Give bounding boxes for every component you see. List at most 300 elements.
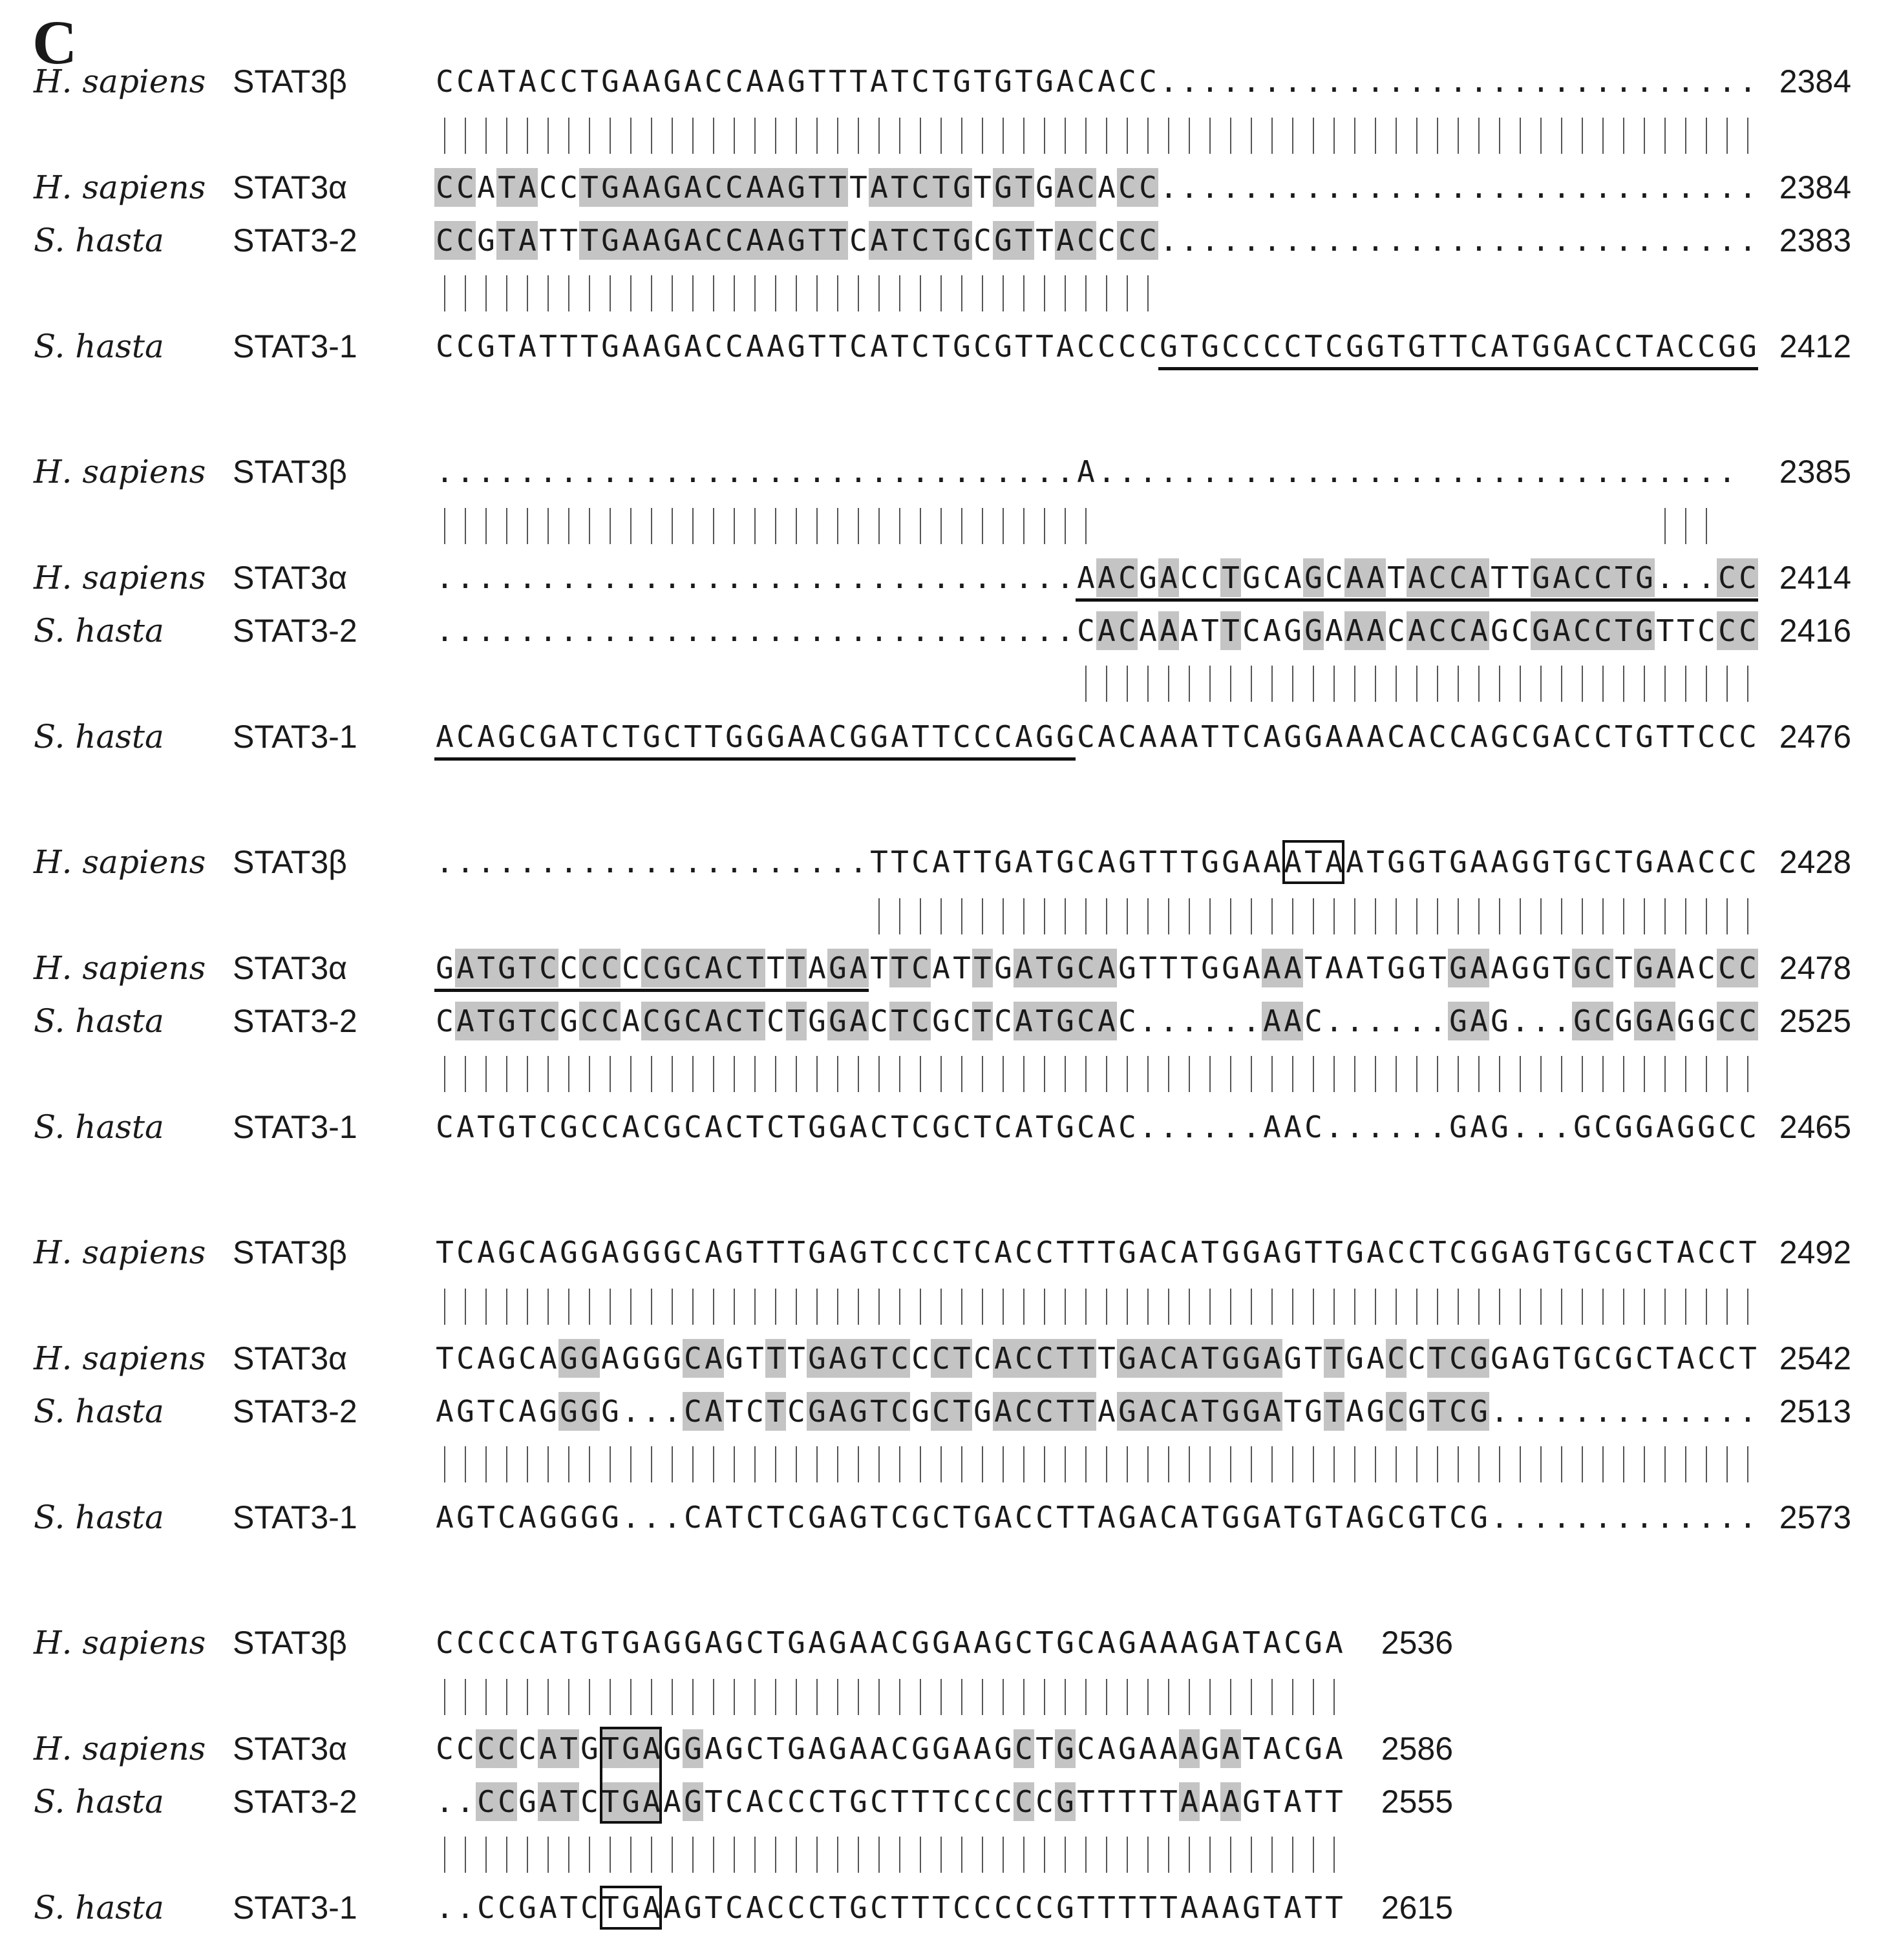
identity-bar [1582,1446,1583,1482]
base-cell: . [1180,64,1198,99]
base-cell: . [1594,1394,1612,1429]
base-cell: . [1366,223,1385,258]
base-cell: . [1656,1500,1674,1535]
identity-bar [672,1056,673,1092]
identity-bar [1726,118,1728,154]
base-cell: G [994,845,1012,880]
base-cell: A [1263,845,1281,880]
base-cell: G [849,719,867,754]
base-cell: A [705,1625,723,1660]
identity-bar [651,1446,652,1482]
base-cell: . [1718,64,1736,99]
base-cell: T [1635,329,1653,364]
base-cell: . [1387,1110,1405,1144]
base-cell: C [1263,329,1281,364]
base-cell: A [517,221,538,260]
identity-bar [837,508,838,544]
base-cell: C [889,1392,910,1431]
base-cell: A [1655,1002,1675,1040]
base-cell: A [1573,329,1591,364]
base-cell: A [1098,845,1116,880]
base-cell: A [1015,719,1033,754]
base-cell: . [1470,454,1488,489]
base-cell: G [456,1394,474,1429]
base-cell: A [641,221,662,260]
identity-bar [1023,118,1025,154]
stop-codon-box [600,1886,662,1930]
alignment-row [0,717,1890,756]
base-cell: T [1428,1235,1447,1270]
base-cell: G [1449,1110,1467,1144]
base-cell: . [1242,1110,1260,1144]
identity-bar [1251,1837,1252,1873]
base-cell: C [1077,1110,1095,1144]
base-cell: A [538,1729,558,1768]
position-number: 2412 [1779,328,1851,364]
base-cell: . [622,454,640,489]
identity-bar [692,1446,694,1482]
base-cell: C [891,1625,909,1660]
base-cell: C [1594,719,1612,754]
base-cell: C [1160,1235,1178,1270]
identity-bar [547,1289,549,1325]
identity-bar [961,508,962,544]
base-cell: . [767,845,785,880]
base-cell: C [1035,1500,1054,1535]
identity-bar [1313,1837,1314,1873]
base-cell: A [477,1341,495,1376]
base-cell: . [1408,1004,1426,1038]
base-cell: T [1201,719,1219,754]
base-cell: C [456,1235,474,1270]
base-cell: A [1098,1394,1116,1429]
identity-bar [651,118,652,154]
identity-bar [1106,1446,1107,1482]
base-cell: . [1449,64,1467,99]
identity-bar [734,508,735,544]
alignment-row [0,452,1890,491]
base-cell: G [1346,1235,1364,1270]
base-cell: A [1098,1110,1116,1144]
identity-bar [1251,898,1252,934]
identity-bar [692,1679,694,1715]
base-cell: C [1739,719,1757,754]
base-cell: C [1035,1890,1054,1925]
base-cell: A [518,1500,536,1535]
identity-bar [1416,898,1418,934]
base-cell: . [1139,1004,1157,1038]
base-cell: . [1428,1004,1447,1038]
identity-bar [920,118,921,154]
base-cell: C [498,1625,516,1660]
base-cell: . [642,1394,661,1429]
base-cell: T [767,1731,785,1766]
base-cell: T [1222,719,1240,754]
panel-label: C [32,8,78,77]
base-cell: T [579,168,600,207]
base-cell: T [889,1002,910,1040]
base-cell: C [456,329,474,364]
base-cell: A [622,64,640,99]
base-cell: . [1160,170,1178,205]
gene-label: STAT3-1 [233,328,357,364]
base-cell: . [601,454,619,489]
identity-bar [485,1446,487,1482]
base-cell: C [829,719,847,754]
base-cell: C [973,223,992,258]
stop-codon-box [1282,840,1344,884]
base-cell: . [1718,223,1736,258]
identity-bar [713,1679,714,1715]
identity-bar [1313,1679,1314,1715]
base-cell: T [560,329,578,364]
base-cell: G [1118,951,1136,985]
base-cell: T [1325,1235,1343,1270]
base-cell: C [1594,329,1612,364]
base-cell: G [1242,1235,1260,1270]
identity-bar [1147,1056,1149,1092]
base-cell: . [663,1500,681,1535]
base-cell: . [642,845,661,880]
identity-bar [1127,118,1128,154]
base-cell: T [1139,1890,1157,1925]
base-cell: A [1014,1002,1034,1040]
alignment-row [0,1888,1890,1927]
base-cell: A [1015,845,1033,880]
identity-bar [1023,1289,1025,1325]
base-cell: G [1118,845,1136,880]
base-cell: G [849,1890,867,1925]
identity-bar [940,898,942,934]
position-number: 2384 [1779,63,1851,100]
base-cell: C [994,1110,1012,1144]
base-cell: C [1014,1392,1034,1431]
alignment-row [0,1729,1890,1768]
base-cell: A [1491,329,1509,364]
base-cell: C [1594,1235,1612,1270]
identity-bar [568,275,569,311]
identity-bar [961,275,962,311]
base-cell: . [1387,454,1405,489]
identity-bar [1147,1289,1149,1325]
identity-bar [816,1289,818,1325]
base-cell: . [1677,454,1695,489]
base-cell: G [1573,1341,1591,1376]
identity-bar [1003,898,1004,934]
base-cell: C [870,1890,888,1925]
base-cell: C [1118,64,1136,99]
gene-label: STAT3α [233,1731,348,1767]
base-cell: A [1180,1890,1198,1925]
species-label: S. hasta [34,1889,164,1926]
base-cell: C [1593,611,1613,650]
identity-bar [1292,118,1293,154]
base-cell: C [1739,1110,1757,1144]
base-cell: . [808,845,826,880]
base-cell: . [808,613,826,648]
base-cell: T [1324,1339,1344,1378]
base-cell: C [496,1729,517,1768]
base-cell: T [932,329,950,364]
base-cell: A [827,1339,848,1378]
base-cell: A [1096,611,1117,650]
base-cell: C [601,719,619,754]
identity-bar [940,118,942,154]
base-cell: T [1613,558,1634,597]
base-cell: C [1138,168,1158,207]
identity-bar [1499,1446,1500,1482]
base-cell: C [498,1500,516,1535]
base-cell: A [703,1002,724,1040]
base-cell: T [579,221,600,260]
base-cell: A [808,1731,826,1766]
base-cell: . [456,845,474,880]
base-cell: . [849,560,867,595]
base-cell: T [973,64,992,99]
base-cell: . [1346,454,1364,489]
base-cell: G [642,1341,661,1376]
identity-bar [1085,1289,1087,1325]
identity-bar [1189,118,1190,154]
alignment-row [0,62,1890,101]
base-cell: G [1532,1341,1550,1376]
identity-bar [1333,1446,1335,1482]
identity-bar [1044,275,1045,311]
base-cell: . [1325,223,1343,258]
base-cell: G [684,1890,702,1925]
base-cell: . [601,560,619,595]
base-cell: A [767,329,785,364]
base-cell: C [973,1890,992,1925]
base-cell: G [911,1394,929,1429]
base-cell: C [496,1782,517,1821]
identity-bar [1664,508,1666,544]
base-cell: . [1697,170,1715,205]
base-cell: G [932,1625,950,1660]
identity-bar [816,1679,818,1715]
identity-bar [1582,898,1583,934]
identity-bar [1023,1679,1025,1715]
base-cell: T [1656,1341,1674,1376]
identity-bar [1747,666,1748,702]
base-cell: A [746,1784,764,1819]
base-cell: . [622,560,640,595]
identity-bar [796,1837,797,1873]
base-cell: . [1677,1394,1695,1429]
identity-bar [1106,118,1107,154]
base-cell: G [663,1110,681,1144]
base-cell: T [1263,1890,1281,1925]
base-cell: G [1035,64,1054,99]
base-cell: . [1056,613,1074,648]
base-cell: . [1511,170,1529,205]
identity-bar [878,1446,880,1482]
base-cell: . [829,613,847,648]
identity-bar [1168,1446,1169,1482]
base-cell: . [1491,64,1509,99]
base-cell: G [621,1729,641,1768]
base-cell: T [1200,1339,1220,1378]
base-cell: T [807,168,827,207]
base-cell: C [767,1110,785,1144]
base-cell: C [1325,560,1343,595]
base-cell: G [642,719,661,754]
base-cell: . [1615,223,1633,258]
base-cell: . [1304,223,1322,258]
base-cell: C [476,1729,496,1768]
base-cell: G [1118,1625,1136,1660]
identity-bar [1251,1679,1252,1715]
identity-bar [1685,1446,1686,1482]
identity-bar [527,118,528,154]
base-cell: C [1594,1341,1612,1376]
base-cell: T [767,1625,785,1660]
base-cell: T [1511,329,1529,364]
base-cell: G [558,1392,579,1431]
base-cell: . [1366,170,1385,205]
base-cell: . [705,560,723,595]
base-cell: G [786,221,807,260]
base-cell: A [456,1110,474,1144]
identity-bar [1375,898,1376,934]
base-cell: . [1697,64,1715,99]
base-cell: A [1656,329,1674,364]
base-cell: C [436,1004,454,1038]
base-cell: A [621,168,641,207]
identity-bar [610,1289,611,1325]
identity-bar [940,275,942,311]
base-cell: G [1284,613,1302,648]
species-label: H. sapiens [34,1624,206,1661]
base-cell: A [1220,1729,1241,1768]
base-cell: . [1325,64,1343,99]
base-cell: T [1304,1784,1322,1819]
base-cell: C [891,1731,909,1766]
base-cell: . [1408,223,1426,258]
base-cell: . [1387,64,1405,99]
base-cell: T [601,1625,619,1660]
identity-bar [465,1056,466,1092]
identity-bar [589,1679,590,1715]
base-cell: T [1035,329,1054,364]
identity-bar [1416,666,1418,702]
base-cell: T [1656,613,1674,648]
base-cell: C [911,845,929,880]
base-cell: G [787,64,805,99]
base-cell: . [1470,223,1488,258]
base-cell: T [911,719,929,754]
identity-bar [1333,898,1335,934]
base-cell: . [870,613,888,648]
identity-bar [1602,1289,1604,1325]
base-cell: T [827,168,848,207]
base-cell: . [642,560,661,595]
base-cell: G [622,1341,640,1376]
base-cell: G [1573,1235,1591,1270]
base-cell: A [517,168,538,207]
base-cell: C [456,1625,474,1660]
base-cell: G [600,221,621,260]
base-cell: A [455,1002,476,1040]
identity-bar [485,1837,487,1873]
base-cell: C [1077,845,1095,880]
base-cell: C [456,64,474,99]
alignment-row [0,843,1890,881]
base-cell: . [1346,1110,1364,1144]
identity-bar [527,1446,528,1482]
base-cell: A [1284,1784,1302,1819]
base-cell: . [767,613,785,648]
base-cell: C [953,1110,971,1144]
gene-label: STAT3-2 [233,613,357,649]
base-cell: G [436,951,454,985]
identity-bar [1416,1289,1418,1325]
base-cell: . [1553,1394,1571,1429]
base-cell: . [1180,1004,1198,1038]
identity-bar [1147,898,1149,934]
base-cell: . [1532,1394,1550,1429]
identity-bar [589,508,590,544]
identity-bar [1375,1289,1376,1325]
identity-bar [1561,666,1562,702]
identity-bar [961,1446,962,1482]
identity-bar [982,508,983,544]
base-cell: C [1118,1110,1136,1144]
base-cell: T [870,845,888,880]
base-cell: . [580,454,599,489]
base-cell: A [1677,1235,1695,1270]
base-cell: A [1511,1235,1529,1270]
base-cell: T [932,64,950,99]
identity-bar [506,1837,507,1873]
base-cell: . [1553,170,1571,205]
base-cell: G [1304,1731,1322,1766]
identity-bar [1292,1837,1293,1873]
base-cell: C [1387,719,1405,754]
base-cell: . [994,560,1012,595]
identity-bar [610,275,611,311]
base-cell: T [745,949,765,987]
base-cell: C [1739,845,1757,880]
identity-bar [816,508,818,544]
base-cell: T [808,64,826,99]
identity-bar [1313,1056,1314,1092]
identity-bar [796,275,797,311]
identity-bar [982,1446,983,1482]
identity-bar [940,1446,942,1482]
base-cell: . [684,845,702,880]
identity-bar [1499,898,1500,934]
base-cell: T [891,1110,909,1144]
base-cell: A [1469,558,1489,597]
identity-bar [713,1056,714,1092]
base-cell: G [1408,1394,1426,1429]
base-cell: . [1428,454,1447,489]
base-cell: G [932,1004,950,1038]
base-cell: C [705,64,723,99]
base-cell: A [1098,1731,1116,1766]
identity-bar [1706,1446,1707,1482]
base-cell: C [1138,221,1158,260]
identity-bar [1478,118,1480,154]
identity-bar [485,275,487,311]
identity-bar [1437,118,1438,154]
identity-bar [630,118,632,154]
base-cell: A [1325,951,1343,985]
identity-bar [1458,898,1459,934]
base-cell: . [1160,1004,1178,1038]
base-cell: . [436,613,454,648]
